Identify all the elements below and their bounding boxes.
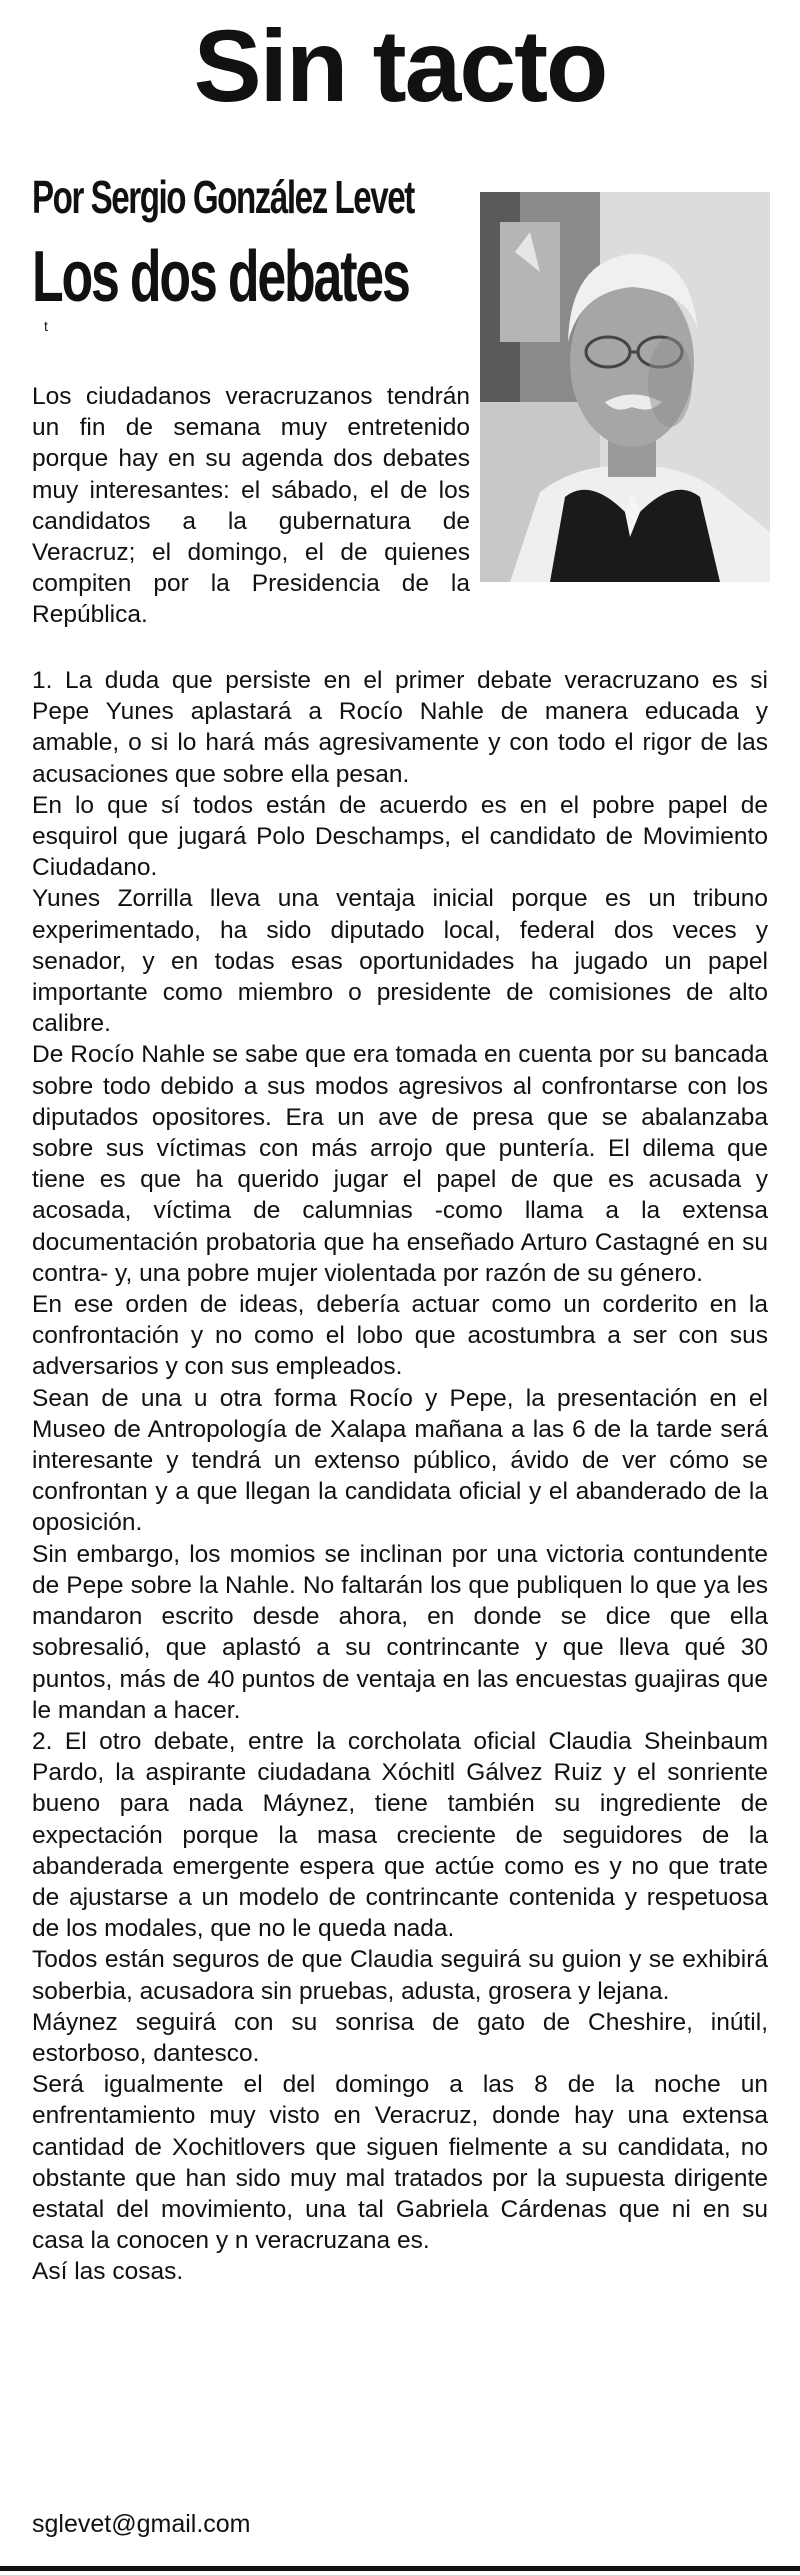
article-body (32, 665, 768, 2288)
paragraph: Será igualmente el del domingo a las 8 de la noche un enfrentamiento muy visto en Veracruz, donde hay una extensa cantidad de Xochitlovers que siguen fielmente a su candidata, no obstante que han sido muy mal tratados por la supuesta dirigente estatal del movimiento, una tal Gabriela Cárdenas que ni en su casa la conocen y n veracruzana es. (32, 2071, 768, 2255)
intro-paragraph: Los ciudadanos veracruzanos tendrán un fin de semana muy entretenido porque hay en su agenda dos debates muy interesantes: el sábado, el de los candidatos a la gubernatura de Veracruz; el domingo, el de quienes compiten por la Presidencia de la República. (32, 383, 470, 629)
byline: Por Sergio González Levet (32, 171, 414, 223)
paragraph: 1. La duda que persiste en el primer debate veracruzano es si Pepe Yunes aplastará a Rocío Nahle de manera educada y amable, o si lo hará más agresivamente y con todo el rigor de las acusaciones que sobre ella pesan. (32, 667, 768, 788)
paragraph: Sin embargo, los momios se inclinan por una victoria contundente de Pepe sobre la Nahle. No faltarán los que publiquen lo que ya les mandaron escrito desde ahora, en donde se dice que ella sobresalió, que aplastó a su contrincante y que lleva qué 30 puntos, más de 40 puntos de ventaja en las encuestas guajiras que le mandan a hacer. (32, 1540, 768, 1724)
author-portrait-image (480, 192, 770, 582)
paragraph: Sean de una u otra forma Rocío y Pepe, la presentación en el Museo de Antropología de Xalapa mañana a las 6 de la tarde será interesante y tendrá un extenso público, ávido de ver cómo se confrontan y a que llegan la candidata oficial y el abanderado de la oposición. (32, 1384, 768, 1537)
headline: Los dos debates (32, 237, 409, 317)
author-photo (480, 192, 770, 582)
paragraph: Todos están seguros de que Claudia seguirá su guion y se exhibirá soberbia, acusadora sin pruebas, adusta, grosera y lejana. (32, 1946, 768, 2005)
column-title: Sin tacto (193, 9, 607, 123)
paragraph: De Rocío Nahle se sabe que era tomada en cuenta por su bancada sobre todo debido a sus modos agresivos al confrontarse con los diputados opositores. Era un ave de presa que se abalanzaba sobre sus víctimas con más arrojo que puntería. El dilema que tiene es que ha querido jugar el papel de que es acusada y acosada, víctima de calumnias -como llama a la extensa documentación probatoria que ha enseñado Arturo Castagné en su contra- y, una pobre mujer violentada por razón de su género. (32, 1041, 768, 1287)
paragraph: 2. El otro debate, entre la corcholata oficial Claudia Sheinbaum Pardo, la aspirante ciudadana Xóchitl Gálvez Ruiz y el sonriente bueno para nada Máynez, tiene también su ingrediente de expectación porque la masa creciente de seguidores de la abanderada emergente espera que actúe como es y no que trate de ajustarse a un modelo de contrincante contenida y respetuosa de los modales, que no le queda nada. (32, 1727, 768, 1943)
paragraph: Yunes Zorrilla lleva una ventaja inicial porque es un tribuno experimentado, ha sido diputado local, federal dos veces y senador, y en todas esas oportunidades ha jugado un papel importante como miembro o presidente de comisiones de alto calibre. (32, 885, 768, 1038)
paragraph: En lo que sí todos están de acuerdo es en el pobre papel de esquirol que jugará Polo Deschamps, el candidato de Movimiento Ciudadano. (32, 791, 768, 882)
author-email: sglevet@gmail.com (32, 2510, 251, 2538)
paragraph: Así las cosas. (32, 2258, 184, 2286)
paragraph: Máynez seguirá con su sonrisa de gato de Cheshire, inútil, estorboso, dantesco. (32, 2008, 768, 2067)
bottom-rule (0, 2566, 800, 2571)
stray-mark: t (44, 318, 48, 334)
paragraph: En ese orden de ideas, debería actuar como un corderito en la confrontación y no como el lobo que acostumbra a ser con sus adversarios y con sus empleados. (32, 1291, 768, 1381)
